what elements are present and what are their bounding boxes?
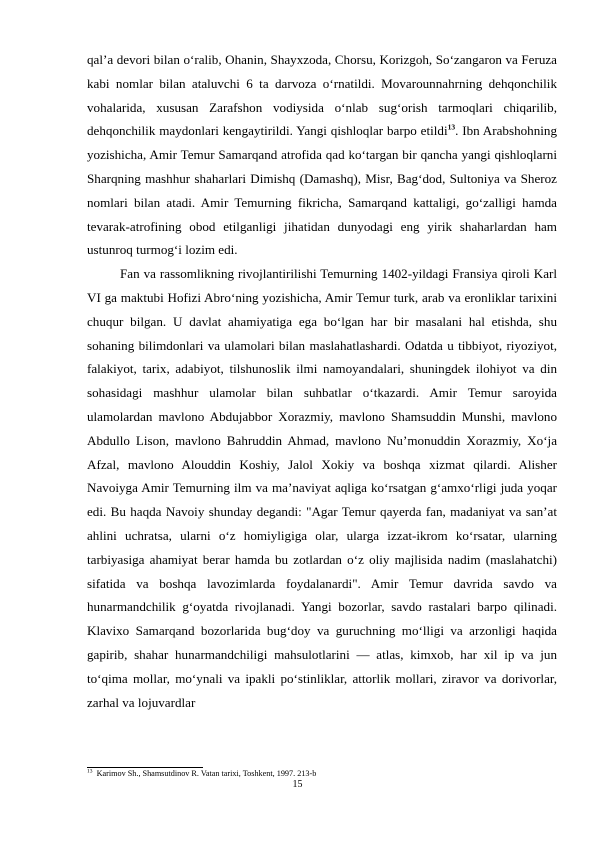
paragraph-1-text-b: . Ibn Arabshohning yozishicha, Amir Temur Samarqand atrofida qad koʻtargan bir qancha yangi qishloqlarni Sharqning mashhur shaharlari Dimishq (Damashq), Misr, Bagʻdod, Sultoniya va Sheroz nomlari bilan atadi. Amir Temurning fikricha, Samarqand kattaligi, goʻzalligi hamda tevarak-atrofining obod etilganligi jihatidan dunyodagi eng yirik shaharlardan ham ustunroq turmogʻi lozim edi. (87, 123, 557, 258)
footnote (87, 768, 316, 779)
page-number: 15 (292, 779, 303, 790)
footnote-reference[interactable]: 13 (447, 123, 456, 133)
paragraph-1-text-a: qalʼa devori bilan oʻralib, Ohanin, Shayxzoda, Chorsu, Korizgoh, Soʻzangaron va Feruza kabi nomlar bilan ataluvchi 6 ta darvoza oʻrnatildi. Movarounnahrning dehqonchilik vohalarida, xususan Zarafshon vodiysida oʻnlab sugʻorish tarmoqlari chiqarilib, dehqonchilik maydonlari kengaytirildi. Yangi qishloqlar barpo etildi (87, 52, 557, 139)
footnote-text: Karimov Sh., Shamsutdinov R. Vatan tarixi, Toshkent, 1997. 213-b (96, 769, 317, 778)
footnote-number: 13 (87, 768, 93, 775)
page-body (87, 48, 557, 714)
paragraph-1 (87, 48, 557, 262)
paragraph-2: Fan va rassomlikning rivojlantirilishi Temurning 1402-yildagi Fransiya qiroli Karl VI ga maktubi Hofizi Abroʻning yozishicha, Amir Temur turk, arab va eronliklar tarixini chuqur bilgan. U davlat ahamiyatiga ega boʻlgan har bir masalani hal etishda, shu sohaning bilimdonlari va ulamolari bilan maslahatlashardi. Odatda u tibbiyot, riyoziyot, falakiyot, tarix, adabiyot, tilshunoslik ilmi namoyandalari, shuningdek ilohiyot va din sohasidagi mashhur ulamolar bilan suhbatlar oʻtkazardi. Amir Temur saroyida ulamolardan mavlono Abdujabbor Xorazmiy, mavlono Shamsuddin Munshi, mavlono Abdullo Lison, mavlono Bahruddin Ahmad, mavlono Nuʼmonuddin Xorazmiy, Xoʻja Afzal, mavlono Alouddin Koshiy, Jalol Xokiy va boshqa xizmat qilardi. Alisher Navoiyga Amir Temurning ilm va maʼnaviyat aqliga koʻrsatgan gʻamxoʻrligi juda yoqar edi. Bu haqda Navoiy shunday degandi: "Agar Temur qayerda fan, madaniyat va sanʼat ahlini uchratsa, ularni oʻz homiyligiga olar, ularga izzat-ikrom koʻrsatar, ularning tarbiyasiga ahamiyat berar hamda bu zotlardan oʻz oliy majlisida nadim (maslahatchi) sifatida va boshqa lavozimlarda foydalanardi". Amir Temur davrida savdo va hunarmandchilik gʻoyatda rivojlanadi. Yangi bozorlar, savdo rastalari barpo qilinadi. Klavixo Samarqand bozorlarida bugʻdoy va guruchning moʻlligi va arzonligi haqida gapirib, shahar hunarmandchiligi mahsulotlarini — atlas, kimxob, har xil ip va jun toʻqima mollar, moʻynali va ipakli poʻstinliklar, attorlik mollari, ziravor va dorivorlar, zarhal va lojuvardlar (87, 266, 557, 710)
